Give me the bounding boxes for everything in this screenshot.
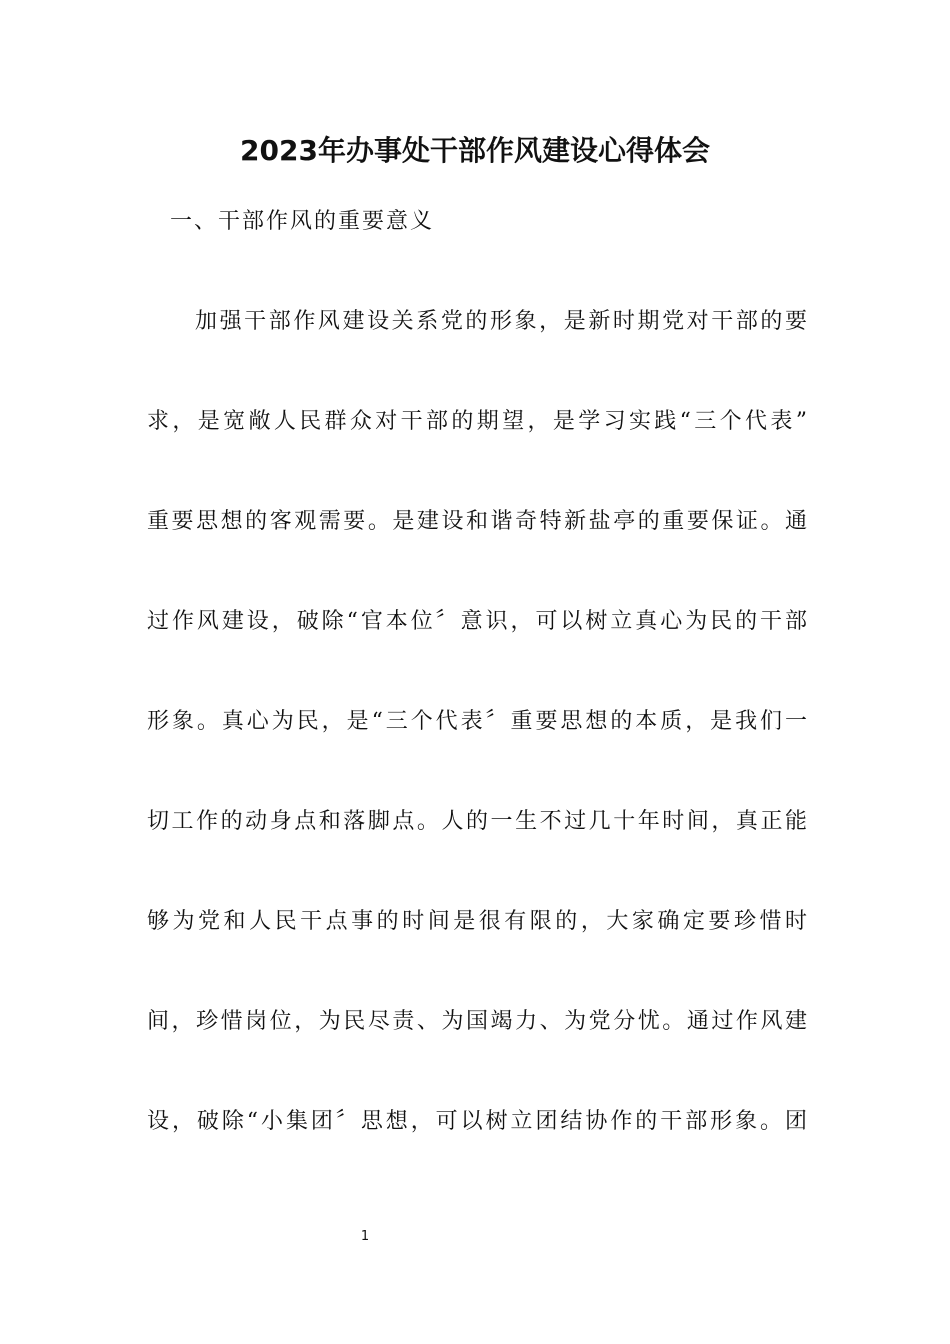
page-number: 1 xyxy=(360,1229,370,1244)
paragraph-line: 间，珍惜岗位，为民尽责、为国竭力、为党分忧。通过作风建 xyxy=(147,1009,807,1034)
paragraph-line: 设，破除“小集团〞思想，可以树立团结协作的干部形象。团 xyxy=(147,1109,807,1134)
paragraph-line: 够为党和人民干点事的时间是很有限的，大家确定要珍惜时 xyxy=(147,909,807,934)
paragraph-line: 重要思想的客观需要。是建设和谐奇特新盐亭的重要保证。通 xyxy=(147,509,807,534)
paragraph-line: 过作风建设，破除“官本位〞意识，可以树立真心为民的干部 xyxy=(147,609,807,634)
document-title: 2023年办事处干部作风建设心得体会 xyxy=(240,134,710,167)
paragraph-line: 切工作的动身点和落脚点。人的一生不过几十年时间，真正能 xyxy=(147,809,807,834)
paragraph-line: 加强干部作风建设关系党的形象，是新时期党对干部的要 xyxy=(195,309,807,334)
paragraph-line: 形象。真心为民，是“三个代表〞重要思想的本质，是我们一 xyxy=(147,709,807,734)
section-heading: 一、干部作风的重要意义 xyxy=(170,209,435,234)
paragraph-line: 求，是宽敞人民群众对干部的期望，是学习实践“三个代表” xyxy=(147,409,807,434)
